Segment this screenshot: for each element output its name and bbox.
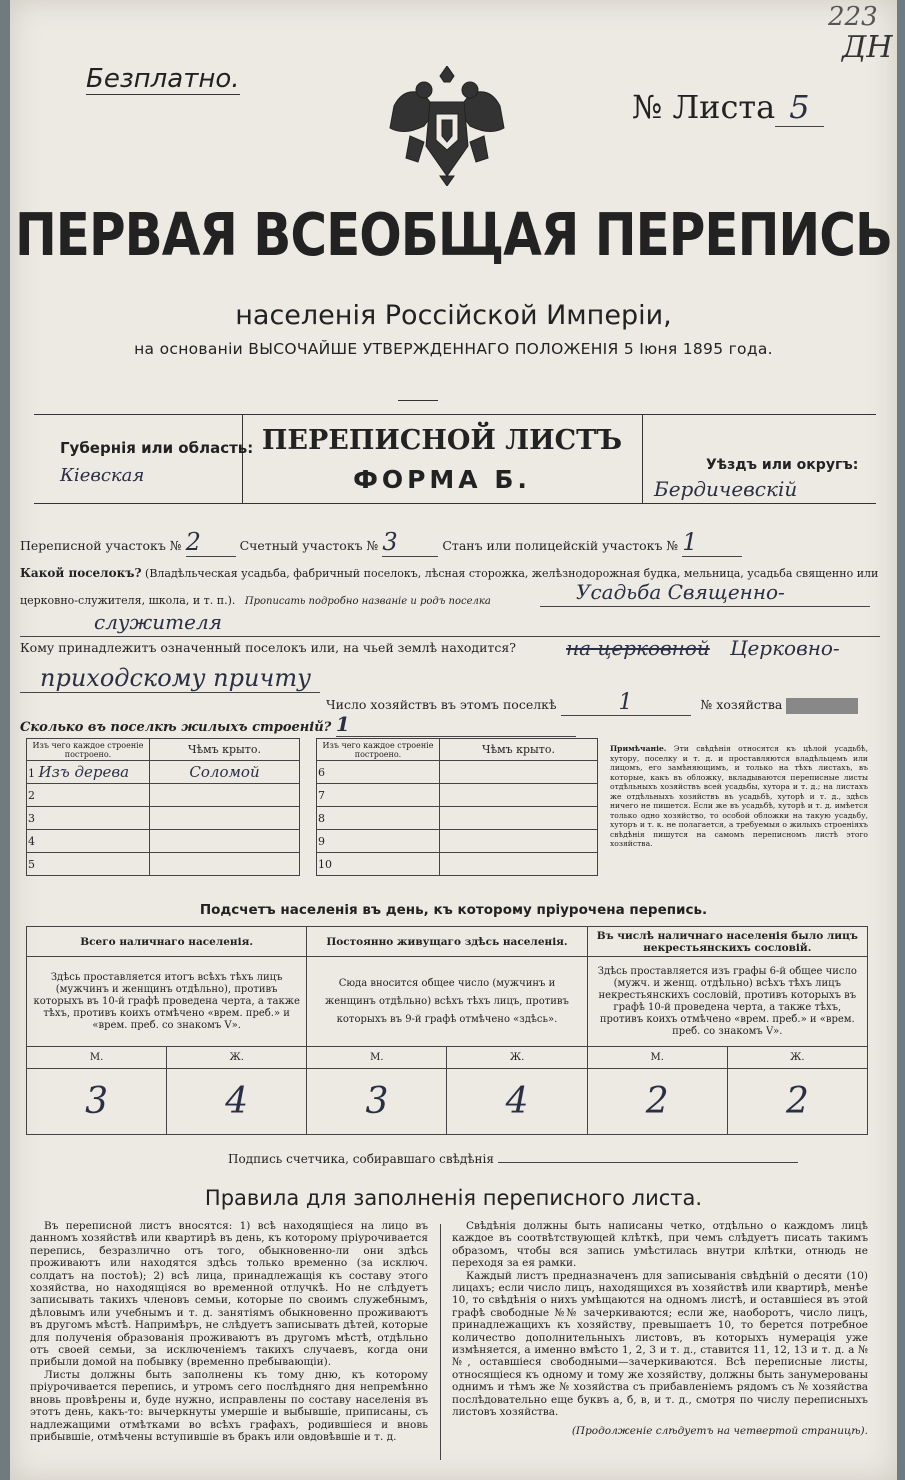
rules-left-paragraph-2: Листы должны быть заполнены къ тому дню, къ которому пріурочивается перепись, и утромъ сего послѣдняго дня непремѣнно вновь провѣрены и, буде нужно, исправлены по составу населенія въ этотъ день, какъ-то: вычеркнуты умершіе и выбывшіе, приписаны, съ надлежащими отмѣтками во всѣхъ графахъ, родившіеся и вновь прибывшіе, отмѣчены вступившіе въ бракъ или овдовѣвшіе и т. д.	[30, 1368, 428, 1443]
count-title: Подсчетъ населенія въ день, къ которому пріурочена перепись.	[199, 902, 708, 918]
note-text: Эти свѣдѣнія относятся къ цѣлой усадьбѣ, хутору, поселку и т. д. и проставляются владѣльцемъ или лицомъ, его замѣняющимъ, и только на тѣхъ листахъ, въ которые, какъ въ обложку, вкладываются переписные листы отдѣльныхъ хозяйствъ всей усадьбы, хутора и т. д.; на листахъ же отдѣльныхъ хозяйствъ въ усадьбѣ, хуторѣ и т. д., здѣсь ничего не пишется. Если же въ усадьбѣ, хуторѣ и т. д. имѣется только одно хозяйство, то особой обложки на такую усадьбу, хуторъ и т. к. не полагается, а требуемыя о жилыхъ строеніяхъ свѣдѣнія пишутся на самомъ переписномъ листѣ этого хозяйства.	[610, 744, 868, 848]
signature-label: Подпись счетчика, собиравшаго свѣдѣнія	[228, 1152, 494, 1166]
police-precinct-label: Станъ или полицейскій участокъ №	[442, 538, 679, 553]
non-peasant-text: Здѣсь проставляется изъ графы 6-й общее число (мужч. и женщ. отдѣльно) всѣхъ тѣхъ лицъ некрестьянскихъ сословій, противъ которыхъ въ графѣ 10-й проведена черта, а также тѣхъ, противъ коихъ отмѣчено «врем. преб.» и «врем. преб. со знакомъ V».	[587, 957, 867, 1047]
rules-continued: (Продолженіе слѣдуетъ на четвертой страницѣ).	[571, 1424, 868, 1437]
rules-right-paragraph-2: Каждый листъ предназначенъ для записыванія свѣдѣній о десяти (10) лицахъ; если число лицъ, находящихся въ хозяйствѣ или квартирѣ, менѣе 10, то свѣдѣнія о нихъ умѣщаются на одномъ листѣ, и оставшіеся въ этой графѣ свободные №№ зачеркиваются; если же, наоборотъ, число лицъ, принадлежащихъ къ хозяйству, превышаетъ 10, то берется потребное количество дополнительныхъ листовъ, въ которыхъ нумерація уже измѣняется, а именно вмѣсто 1, 2, 3 и т. д., ставится 11, 12, 13 и т. д. а №№, оставшіеся свободными—зачеркиваются. Всѣ переписные листы, относящіеся къ одному и тому же хозяйству, должны быть занумерованы однимъ и тѣмъ же № хозяйства съ прибавленіемъ рядомъ съ № хозяйства послѣдовательно еще буквъ а, б, в, и т. д., смотря по числу переписныхъ листовъ хозяйства.	[452, 1269, 868, 1419]
police-precinct-value: 1	[682, 528, 742, 557]
male-label-3: М.	[587, 1047, 727, 1069]
district-value: Бердичевскій	[654, 477, 798, 501]
divider	[398, 400, 438, 401]
page-subtitle: населенія Россійской Имперіи,	[235, 300, 672, 331]
roof-header: Чѣмъ крыто.	[150, 739, 300, 761]
settlement-hint-line-2	[20, 594, 491, 607]
female-label-3: Ж.	[727, 1047, 867, 1069]
household-number-box	[786, 698, 858, 714]
buildings-table-2	[316, 738, 598, 876]
settlement-value-1: Усадьба Священно-	[576, 580, 785, 604]
building-row-9: 9	[317, 830, 440, 853]
building-roof-3	[150, 807, 300, 830]
non-peasant-male-value: 2	[587, 1069, 727, 1135]
owner-value-2: приходскому причту	[40, 664, 312, 692]
building-row-5: 5	[27, 853, 150, 876]
building-row-2: 2	[27, 784, 150, 807]
non-peasant-header: Въ числѣ наличнаго населенія было лицъ некрестьянскихъ сословій.	[587, 927, 867, 957]
district-label: Уѣздъ или округъ:	[706, 457, 859, 473]
buildings-table-1	[26, 738, 300, 876]
population-count-table	[26, 926, 868, 1135]
rules-right-paragraph-1: Свѣдѣнія должны быть написаны четко, отдѣльно о каждомъ лицѣ каждое въ соотвѣтствующей клѣткѣ, при чемъ слѣдуетъ писать такимъ образомъ, чтобы вся запись умѣстилась внутри клѣтки, отнюдь не переходя за ея рамки.	[452, 1220, 868, 1270]
form-title: ФОРМА Б.	[353, 465, 531, 494]
resident-population-header: Постоянно живущаго здѣсь населенія.	[307, 927, 587, 957]
building-row-7: 7	[317, 784, 440, 807]
non-peasant-female-value: 2	[727, 1069, 867, 1135]
census-precinct-value: 2	[186, 528, 236, 557]
count-precinct-label: Счетный участокъ №	[239, 538, 379, 553]
note-head: Примѣчаніе.	[610, 744, 667, 753]
male-label-1: М.	[27, 1047, 167, 1069]
buildings-value: 1	[336, 712, 576, 737]
rules-left-column	[30, 1220, 428, 1443]
precinct-line	[20, 528, 890, 557]
building-row-1: 1 Изъ дерева	[27, 761, 150, 784]
resident-female-value: 4	[447, 1069, 587, 1135]
buildings-note	[610, 744, 868, 849]
settlement-hint: (Владѣльческая усадьба, фабричный поселокъ, лѣсная сторожка, желѣзнодорожная будка, мельница, усадьба священно или	[145, 567, 879, 580]
building-row-3: 3	[27, 807, 150, 830]
resident-population-text: Сюда вносится общее число (мужчинъ и женщинъ отдѣльно) всѣхъ тѣхъ лицъ, противъ которыхъ въ 9-й графѣ отмѣчено «здѣсь».	[307, 957, 587, 1047]
present-population-text: Здѣсь проставляется итогъ всѣхъ тѣхъ лицъ (мужчинъ и женщинъ отдѣльно), противъ которыхъ въ 10-й графѣ проведена черта, а также тѣхъ, противъ коихъ отмѣчено «врем. преб.» и «врем. преб. со знакомъ V».	[27, 957, 307, 1047]
archive-marks: ДН	[842, 30, 893, 65]
present-male-value: 3	[27, 1069, 167, 1135]
resident-male-value: 3	[307, 1069, 447, 1135]
basis-line: на основаніи ВЫСОЧАЙШЕ УТВЕРЖДЕННАГО ПОЛОЖЕНІЯ 5 Іюня 1895 года.	[134, 340, 773, 358]
female-label-2: Ж.	[447, 1047, 587, 1069]
owner-struck: на церковной	[566, 636, 710, 660]
male-label-2: М.	[307, 1047, 447, 1069]
census-sheet	[10, 0, 897, 1480]
count-precinct-value: 3	[382, 528, 438, 557]
double-headed-eagle-emblem	[384, 66, 510, 186]
settlement-value-2: служителя	[94, 610, 222, 634]
roof-header-2: Чѣмъ крыто.	[440, 739, 598, 761]
sheet-number	[632, 88, 824, 126]
present-female-value: 4	[167, 1069, 307, 1135]
owner-value-1: Церковно-	[730, 636, 840, 660]
owner-question: Кому принадлежитъ означенный поселокъ или, на чьей землѣ находится?	[20, 640, 516, 655]
sheet-number-label: № Листа	[632, 88, 776, 126]
building-material-1: Изъ дерева	[38, 763, 130, 781]
households-label: Число хозяйствъ въ этомъ поселкѣ	[326, 697, 557, 712]
form-header	[34, 414, 876, 504]
census-precinct-label: Переписной участокъ №	[20, 538, 182, 553]
households-value: 1	[561, 690, 691, 716]
rules-title: Правила для заполненія переписного листа.	[204, 1186, 703, 1210]
settlement-hint-2: церковно-служителя, школа, и т. п.).	[20, 594, 236, 607]
province-value: Кіевская	[60, 465, 145, 486]
rules-right-column	[452, 1220, 868, 1437]
building-roof-4	[150, 830, 300, 853]
present-population-header: Всего наличнаго населенія.	[27, 927, 307, 957]
building-row-8: 8	[317, 807, 440, 830]
rules-left-paragraph-1: Въ переписной листъ вносятся: 1) всѣ находящіеся на лицо въ данномъ хозяйствѣ или квартирѣ въ день, къ которому пріурочивается перепись, безразлично отъ того, обыкновенно-ли они здѣсь проживаютъ или находятся здѣсь только временно (за исключ. солдатъ на постоѣ); 2) всѣ лица, принадлежащія къ составу этого хозяйства, но находящіяся во временной отлучкѣ. Но не слѣдуетъ записывать такихъ членовъ семьи, которые по своимъ служебнымъ, дѣловымъ или учебнымъ и т. д. занятіямъ обыкновенно проживаютъ въ другомъ мѣстѣ. Напримѣръ, не слѣдуетъ записывать дѣтей, которые для полученія образованія проживаютъ въ другомъ мѣстѣ, отдѣльно отъ своей семьи, за исключеніемъ такихъ случаевъ, когда они прибыли домой на побывку (временно пребывающіи).	[30, 1220, 428, 1369]
female-label-1: Ж.	[167, 1047, 307, 1069]
archive-number: 223	[828, 2, 878, 32]
settlement-question: Какой поселокъ?	[20, 566, 142, 580]
page-title: ПЕРВАЯ ВСЕОБЩАЯ ПЕРЕПИСЬ	[14, 200, 893, 270]
signature-line	[228, 1152, 798, 1166]
building-row-4: 4	[27, 830, 150, 853]
building-row-10: 10	[317, 853, 440, 876]
settlement-instruction: Прописать подробно названіе и родъ поселка	[244, 596, 491, 607]
free-label: Безплатно.	[86, 64, 240, 94]
list-title: ПЕРЕПИСНОЙ ЛИСТЪ	[261, 425, 623, 456]
material-header-2: Изъ чего каждое строеніе построено.	[317, 739, 440, 761]
sheet-number-value: 5	[775, 88, 823, 127]
buildings-line	[20, 712, 576, 737]
buildings-label: Сколько въ поселкѣ жилыхъ строеній?	[20, 720, 332, 735]
settlement-question-line	[20, 566, 880, 580]
material-header: Изъ чего каждое строеніе построено.	[27, 739, 150, 761]
building-roof-2	[150, 784, 300, 807]
building-row-6: 6	[317, 761, 440, 784]
household-number-label: № хозяйства	[700, 697, 783, 712]
building-roof-1: Соломой	[150, 761, 300, 784]
province-label: Губернія или область:	[60, 439, 254, 457]
building-roof-5	[150, 853, 300, 876]
